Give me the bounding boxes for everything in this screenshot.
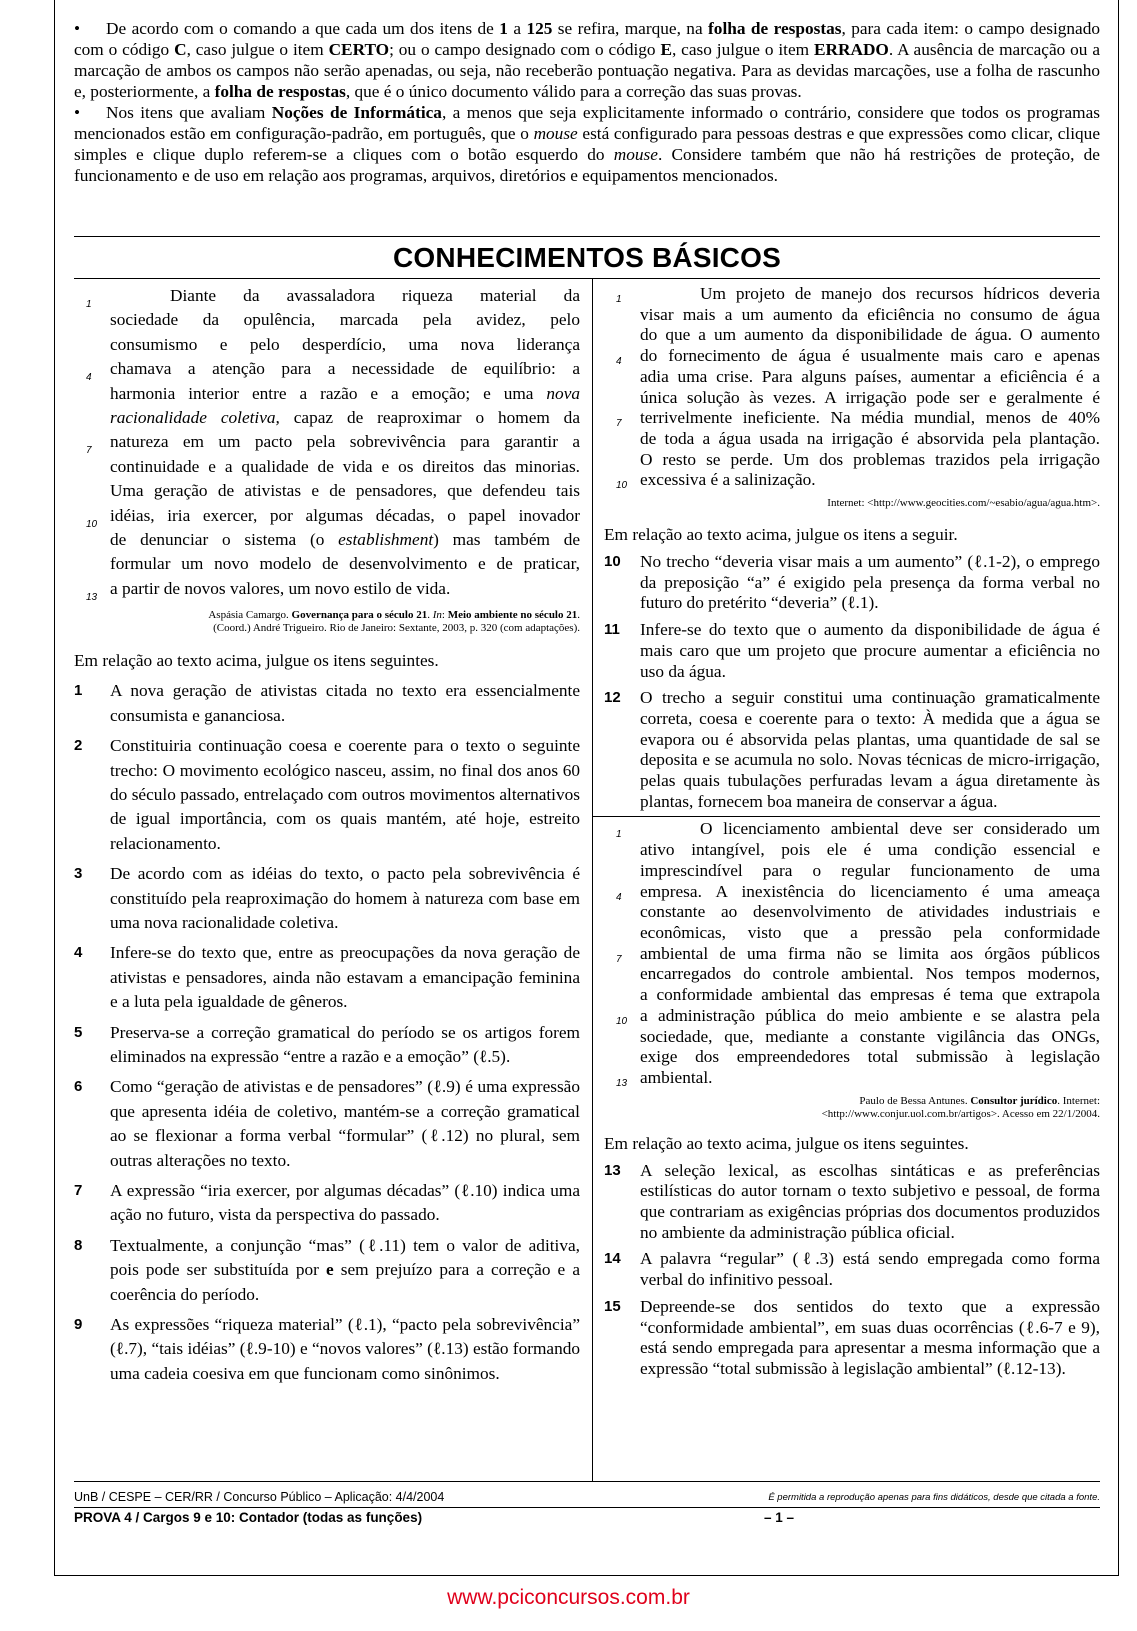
text-line: Uma geração de ativistas e de pensadores, que defendeu tais	[110, 481, 580, 501]
line-number: 4	[616, 356, 622, 368]
question-number: 11	[604, 621, 620, 639]
text-line: única solução às vezes. A irrigação pode ser e geralmente é	[640, 387, 1100, 407]
question-number: 1	[74, 682, 83, 700]
question-item	[604, 1249, 1100, 1290]
question-number: 10	[604, 553, 621, 571]
text-line: 10 a administração pública do meio ambiente e se alastra pela	[604, 1006, 1100, 1027]
question-text: No trecho “deveria visar mais a um aumento” (ℓ.1-2), o emprego da preposição “a” é exigido pela presença da forma verbal no futuro do pretérito “deveria” (ℓ.1).	[640, 552, 1100, 613]
text-2	[604, 284, 1100, 491]
question-text: O trecho a seguir constitui uma continuação gramaticalmente correta, coesa e coerente para o texto: À medida que a água se evapora ou é absorvida pelas plantas, uma quantidade de sal se deposita e se acumula no solo. Novas técnicas de micro-irrigação, pelas quais tubulações perfuradas levam a água diretamente às plantas, fornecem boa maneira de conservar a água.	[640, 688, 1100, 811]
text-line: 4 chamava a atenção para a necessidade de equilíbrio: a	[74, 357, 580, 381]
question-text: Depreende-se dos sentidos do texto que a expressão “conformidade ambiental”, em suas duas ocorrências (ℓ.6-7 e 9), está sendo empregada para apresentar a mesma informação que a expressão “total submissão à legislação ambiental” (ℓ.12-13).	[640, 1296, 1100, 1378]
question-text: Como “geração de ativistas e de pensadores” (ℓ.9) é uma expressão que apresenta idéia de coletivo, mantém-se a correção gramatical ao se flexionar a forma verbal “formular” (ℓ.12) no plural, sem outras alterações no texto.	[110, 1077, 580, 1170]
question-number: 13	[604, 1161, 621, 1179]
question-number: 6	[74, 1078, 83, 1096]
text-line: harmonia interior entre a razão e a emoção; e uma nova	[110, 383, 580, 403]
text-line: adia uma crise. Para alguns países, aumentar a eficiência é a	[640, 366, 1100, 386]
question-item	[604, 688, 1100, 812]
site-link[interactable]: www.pciconcursos.com.br	[447, 1586, 690, 1609]
instruction-paragraph: • Nos itens que avaliam Noções de Informática, a menos que seja explicitamente informado o contrário, considere que todos os programas mencionados estão em configuração-padrão, em português, que o mouse está configurado para pessoas destras e que expressões como clicar, clique simples e clique duplo referem-se a cliques com o botão esquerdo do mouse. Considere também que não há restrições de proteção, de funcionamento e de uso em relação aos programas, arquivos, diretórios e equipamentos mencionados.	[74, 103, 1100, 185]
text-line: 10 excessiva é a salinização.	[604, 470, 1100, 491]
text-line: de toda a água usada na irrigação é absorvida pela plantação.	[640, 428, 1100, 448]
question-item	[74, 1234, 580, 1307]
text-1-source: Aspásia Camargo. Governança para o século 21. In: Meio ambiente no século 21. (Coord.) André Trigueiro. Rio de Janeiro: Sextante, 2003, p. 320 (com adaptações).	[208, 609, 580, 635]
left-items	[74, 679, 580, 1386]
line-number: 13	[616, 1077, 628, 1089]
question-text: Preserva-se a correção gramatical do período se os artigos forem eliminados na expressão “entre a razão e a emoção” (ℓ.5).	[110, 1022, 580, 1066]
text-line: formular um novo modelo de desenvolvimento e de praticar,	[110, 554, 580, 574]
text-line: 7 ambiental de uma firma não se limita aos órgãos públicos	[604, 944, 1100, 965]
right-intro-1: Em relação ao texto acima, julgue os itens a seguir.	[604, 525, 958, 545]
text-line: 4 empresa. A inexistência do licenciamento é uma ameaça	[604, 882, 1100, 903]
bullet-icon: •	[74, 19, 81, 38]
line-number: 7	[616, 953, 622, 965]
text-line: continuidade e a qualidade de vida e os direitos das minorias.	[110, 456, 580, 476]
right-intro-2: Em relação ao texto acima, julgue os itens seguintes.	[604, 1133, 969, 1153]
right-items-2	[604, 1161, 1100, 1380]
text-2-source: Internet: <http://www.geocities.com/~esabio/agua/agua.htm>.	[827, 497, 1100, 510]
text-line: 4 do fornecimento de água é usualmente mais caro e apenas	[604, 346, 1100, 367]
text-line: 1 Diante da avassaladora riqueza material da	[74, 284, 580, 308]
question-number: 12	[604, 689, 621, 707]
question-item	[74, 941, 580, 1014]
question-text: Constituiria continuação coesa e coerente para o texto o seguinte trecho: O movimento ecológico nasceu, assim, no final dos anos 60 do século passado, entrelaçado com outros movimentos alternativos de igual importância, com os quais mantém, até hoje, estreito relacionamento.	[110, 736, 580, 853]
text-line: exige dos empreendedores total submissão à legislação	[640, 1047, 1100, 1067]
text-line: 7 natureza em um pacto pela sobrevivência para garantir a	[74, 430, 580, 454]
left-column	[74, 284, 580, 1386]
line-number: 10	[616, 480, 628, 492]
question-number: 5	[74, 1023, 83, 1041]
text-line: 10 idéias, iria exercer, por algumas décadas, o papel inovador	[74, 504, 580, 528]
text-line: sociedade, que, mediante a constante vigilância das ONGs,	[640, 1026, 1100, 1046]
line-number: 10	[86, 518, 98, 530]
question-text: A nova geração de ativistas citada no texto era essencialmente consumista e gananciosa.	[110, 681, 580, 725]
text-line: do que a um aumento da disponibilidade de água. O aumento	[640, 325, 1100, 345]
question-text: A seleção lexical, as escolhas sintáticas e as preferências estilísticas do autor tornam o texto subjetivo e pessoal, de forma que contrariam as exigências próprias dos documentos produzidos no ambiente da administração pública oficial.	[640, 1160, 1100, 1242]
question-item	[74, 862, 580, 935]
question-text: A expressão “iria exercer, por algumas décadas” (ℓ.10) indica uma ação no futuro, vista da perspectiva do passado.	[110, 1181, 580, 1225]
question-number: 9	[74, 1316, 83, 1334]
question-text: Infere-se do texto que, entre as preocupações da nova geração de ativistas e pensadores, ainda não estavam a emancipação feminina e a luta pela igualdade de gêneros.	[110, 943, 580, 1012]
question-item	[604, 1297, 1100, 1380]
right-items-1	[604, 552, 1100, 812]
text-line: econômicas, visto que a pressão pela conformidade	[640, 922, 1100, 942]
bullet-icon: •	[74, 103, 81, 122]
text-line: a conformidade ambiental das empresas é tema que extrapola	[640, 985, 1100, 1005]
text-line: ativo intangível, pois ele é uma condição essencial e	[640, 840, 1100, 860]
instruction-paragraph: • De acordo com o comando a que cada um dos itens de 1 a 125 se refira, marque, na folha de respostas, para cada item: o campo designado com o código C, caso julgue o item CERTO; ou o campo designado com o código E, caso julgue o item ERRADO. A ausência de marcação ou a marcação de ambos os campos não serão apenadas, ou seja, não receberão pontuação negativa. Para as devidas marcações, use a folha de rascunho e, posteriormente, a folha de respostas, que é o único documento válido para a correção das suas provas.	[74, 19, 1101, 101]
question-item	[74, 1021, 580, 1070]
instructions	[74, 18, 1100, 186]
question-item	[74, 734, 580, 856]
text-3	[604, 819, 1100, 1088]
line-number: 1	[86, 299, 92, 310]
question-item	[74, 1075, 580, 1173]
text-line: sociedade da opulência, marcada pela avidez, pelo	[110, 310, 580, 330]
text-line: O resto se perde. Um dos problemas trazidos pela irrigação	[640, 449, 1100, 469]
text-line: 1 Um projeto de manejo dos recursos hídricos deveria	[604, 284, 1100, 305]
line-number: 4	[86, 372, 92, 384]
text-line: constante ao desenvolvimento de atividades industriais e	[640, 902, 1100, 922]
text-line: imprescindível para o regular funcionamento de uma	[640, 860, 1100, 880]
title-top-rule	[74, 236, 1100, 237]
line-number: 1	[616, 829, 622, 841]
right-column	[604, 284, 1100, 1380]
text-1	[74, 284, 580, 601]
columns-bottom-rule	[74, 1481, 1100, 1482]
text-line: 13 ambiental.	[604, 1068, 1100, 1089]
question-item	[604, 620, 1100, 682]
question-number: 3	[74, 865, 83, 883]
text-line: de denunciar o sistema (o establishment) mas também de	[110, 530, 580, 550]
footer-reproduction-note: É permitida a reprodução apenas para fins didáticos, desde que citada a fonte.	[768, 1492, 1100, 1503]
question-item	[74, 679, 580, 728]
question-number: 4	[74, 944, 83, 962]
question-number: 15	[604, 1297, 621, 1315]
question-item	[74, 1179, 580, 1228]
footer-exam-title: PROVA 4 / Cargos 9 e 10: Contador (todas as funções)	[74, 1510, 423, 1525]
question-text: Infere-se do texto que o aumento da disponibilidade de água é mais caro que um projeto que procure aumentar a eficiência no uso da água.	[640, 620, 1100, 681]
column-divider	[592, 278, 593, 1481]
question-text: A palavra “regular” (ℓ.3) está sendo empregada como forma verbal do infinitivo pessoal.	[640, 1249, 1100, 1290]
columns-top-rule	[74, 278, 1100, 279]
text-line: visar mais a um aumento da eficiência no consumo de água	[640, 304, 1100, 324]
question-text: De acordo com as idéias do texto, o pacto pela sobrevivência é constituído pela reaproximação do homem à natureza com base em uma nova racionalidade coletiva.	[110, 864, 580, 932]
question-text: Textualmente, a conjunção “mas” (ℓ.11) tem o valor de aditiva, pois pode ser substituída por e sem prejuízo para a correção e a coerência do período.	[110, 1235, 580, 1304]
section-title: CONHECIMENTOS BÁSICOS	[393, 242, 781, 273]
question-number: 8	[74, 1236, 83, 1254]
line-number: 10	[616, 1015, 628, 1027]
line-number: 7	[86, 445, 92, 457]
text-line: consumismo e pelo desperdício, uma nova liderança	[110, 334, 580, 354]
line-number: 7	[616, 418, 622, 430]
text-line: 13 a partir de novos valores, um novo estilo de vida.	[74, 577, 580, 601]
text-line: racionalidade coletiva, capaz de reaproximar o homem da	[110, 408, 580, 428]
text-3-source: Paulo de Bessa Antunes. Consultor jurídico. Internet: <http://www.conjur.uol.com.br/artigos>. Acesso em 22/1/2004.	[821, 1094, 1100, 1120]
text-line: 1 O licenciamento ambiental deve ser considerado um	[604, 819, 1100, 840]
text-line: 7 terrivelmente ineficiente. Na média mundial, menos de 40%	[604, 408, 1100, 429]
line-number: 4	[616, 891, 622, 903]
line-number: 1	[616, 294, 622, 305]
left-intro: Em relação ao texto acima, julgue os itens seguintes.	[74, 651, 439, 671]
question-number: 2	[74, 737, 83, 755]
text-line: encarregados do controle ambiental. Nos tempos modernos,	[640, 964, 1100, 984]
footer-top-row	[74, 1489, 1100, 1505]
question-number: 7	[74, 1182, 83, 1199]
footer-exam-info: UnB / CESPE – CER/RR / Concurso Público – Aplicação: 4/4/2004	[74, 1490, 445, 1504]
footer-rule	[74, 1507, 1100, 1508]
question-item	[604, 1161, 1100, 1244]
question-item	[74, 1313, 580, 1386]
question-text: As expressões “riqueza material” (ℓ.1), “pacto pela sobrevivência” (ℓ.7), “tais idéias” (ℓ.9-10) e “novos valores” (ℓ.13) estão formando uma cadeia coesiva em que funcionam como sinônimos.	[110, 1315, 580, 1383]
page-number: – 1 –	[764, 1510, 795, 1525]
question-number: 14	[604, 1250, 621, 1268]
line-number: 13	[86, 591, 98, 603]
question-item	[604, 552, 1100, 614]
inner-rule	[592, 816, 1100, 817]
footer-bottom-row	[74, 1509, 1100, 1527]
